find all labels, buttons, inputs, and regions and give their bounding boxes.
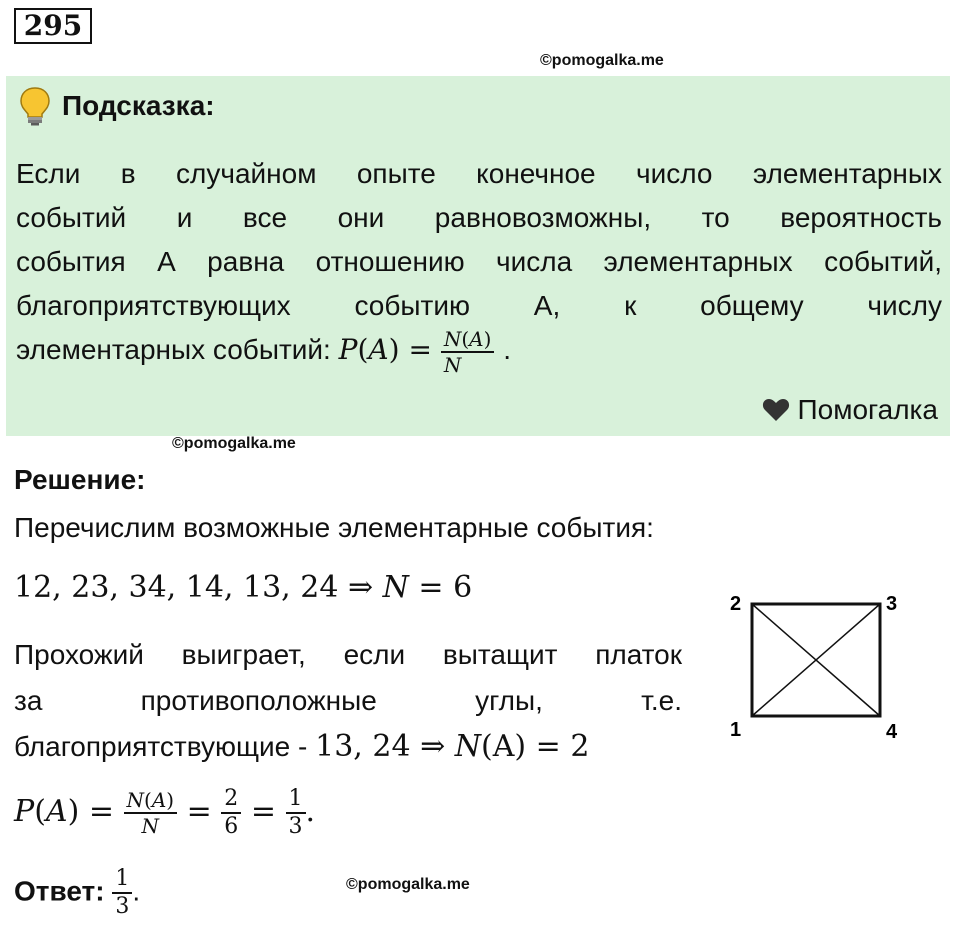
probability-calculation: P(A) = $\frac{N(A)}{N}$ = $\frac{2}{6}$ = $\frac{1}{3}$ . [14, 786, 316, 839]
fraction-one-third: $\frac{1}{3}$ [286, 788, 306, 838]
fraction-na-n: $\frac{N(A)}{N}$ [124, 790, 178, 836]
brand-name: Помогалка [797, 394, 938, 425]
hint-box [6, 76, 950, 436]
brand-signature [762, 394, 938, 426]
favorable-count: 2 [570, 729, 590, 764]
probability-formula: P(A) = $\frac{N(A)}{N}$ [339, 333, 504, 366]
watermark: ©pomogalka.me [346, 876, 470, 893]
winning-condition [14, 632, 682, 770]
answer: Ответ: $\frac{1}{3}$ . [14, 866, 141, 919]
enumeration-text: Перечислим возможные элементарные события: [14, 512, 654, 543]
fraction-two-sixths: $\frac{2}{6}$ [221, 788, 241, 838]
total-count: 6 [453, 570, 473, 605]
task-number: 295 [14, 8, 92, 44]
events: 12, 23, 34, 14, 13, 24 [14, 570, 339, 605]
hint-title: Подсказка: [62, 90, 215, 121]
corner-label-1: 1 [730, 719, 742, 741]
favorable-events: 13, 24 [315, 729, 411, 764]
favorable-line: благоприятствующие - 13, 24 ⇒ N(A) = 2 [14, 729, 590, 764]
hint-line: событий и все они равновозможны, то вероятность [16, 202, 942, 233]
light-bulb-icon [18, 86, 52, 126]
text-line: Прохожий выиграет, если вытащит платок [14, 639, 682, 670]
corner-label-4: 4 [886, 721, 898, 743]
hint-line: благоприятствующих событию А, к общему числу [16, 290, 942, 321]
hint-line: Если в случайном опыте конечное число элементарных [16, 158, 942, 189]
corner-label-2: 2 [730, 593, 742, 615]
events-list: 12, 23, 34, 14, 13, 24 ⇒ N = 6 [14, 570, 473, 605]
answer-label: Ответ [14, 875, 96, 907]
hint-text [16, 152, 942, 375]
text-line: за противоположные углы, т.е. [14, 685, 682, 716]
hint-line: элементарных событий: [16, 334, 331, 365]
solution-title: Решение: [14, 464, 146, 495]
answer-fraction: $\frac{1}{3}$ [112, 868, 132, 918]
text-line: благоприятствующие - [14, 731, 308, 762]
hint-line-formula: элементарных событий: P(A) = $\frac{N(A)}{N}$ . [16, 326, 512, 377]
corner-label-3: 3 [886, 593, 898, 615]
heart-icon [762, 398, 790, 422]
watermark: ©pomogalka.me [540, 52, 664, 69]
square-diagram [722, 588, 912, 748]
formula-fraction: $\frac{N(A)}{N}$ [441, 329, 495, 375]
hint-line: события А равна отношению числа элементарных событий, [16, 246, 942, 277]
watermark: ©pomogalka.me [172, 435, 296, 452]
